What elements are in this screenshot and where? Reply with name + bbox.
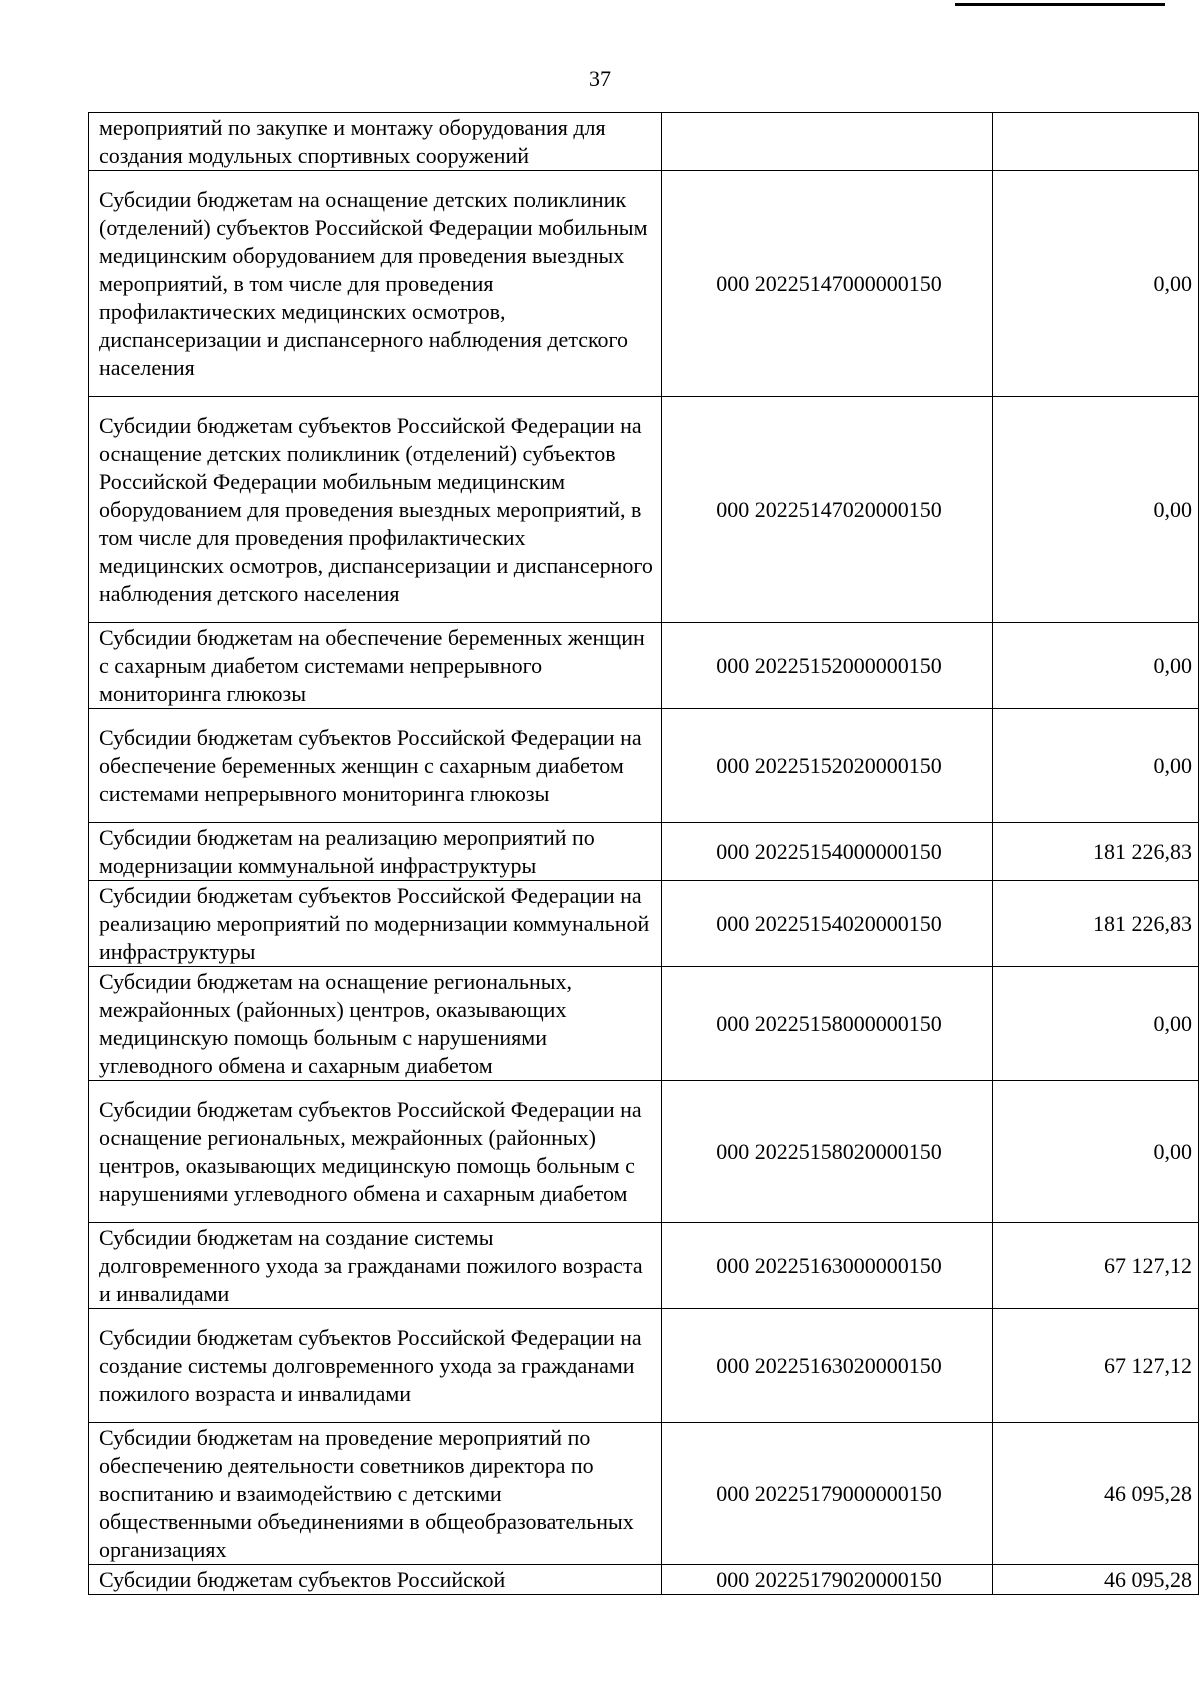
table-row <box>89 171 1199 397</box>
amount-cell: 0,00 <box>993 967 1199 1081</box>
budget-code-cell: 000 20225152020000150 <box>662 709 993 823</box>
amount-cell: 0,00 <box>993 171 1199 397</box>
income-name-cell: Субсидии бюджетам на обеспечение беременных женщин с сахарным диабетом системами непрерывного мониторинга глюкозы <box>89 623 662 709</box>
budget-code-cell: 000 20225147020000150 <box>662 397 993 623</box>
income-name-cell: Субсидии бюджетам субъектов Российской <box>89 1565 662 1595</box>
income-name-cell: Субсидии бюджетам на проведение мероприятий по обеспечению деятельности советников директора по воспитанию и взаимодействию с детскими общественными объединениями в общеобразовательных организациях <box>89 1423 662 1565</box>
budget-code-cell: 000 20225147000000150 <box>662 171 993 397</box>
table-row <box>89 397 1199 623</box>
table-row <box>89 823 1199 881</box>
table-row <box>89 1565 1199 1595</box>
table-row <box>89 881 1199 967</box>
income-name-cell: Субсидии бюджетам на оснащение региональных, межрайонных (районных) центров, оказывающих медицинскую помощь больным с нарушениями углеводного обмена и сахарным диабетом <box>89 967 662 1081</box>
table-row <box>89 1309 1199 1423</box>
income-name-cell: Субсидии бюджетам на оснащение детских поликлиник (отделений) субъектов Российской Федерации мобильным медицинским оборудованием для проведения выездных мероприятий, в том числе для проведения профилактических медицинских осмотров, диспансеризации и диспансерного наблюдения детского населения <box>89 171 662 397</box>
budget-code-cell: 000 20225158020000150 <box>662 1081 993 1223</box>
amount-cell: 0,00 <box>993 623 1199 709</box>
table-row <box>89 709 1199 823</box>
income-name-cell: Субсидии бюджетам субъектов Российской Федерации на создание системы долговременного ухода за гражданами пожилого возраста и инвалидами <box>89 1309 662 1423</box>
budget-code-cell: 000 20225154000000150 <box>662 823 993 881</box>
amount-cell: 67 127,12 <box>993 1309 1199 1423</box>
budget-revenue-table <box>88 112 1199 1595</box>
table-row <box>89 1223 1199 1309</box>
income-name-cell: Субсидии бюджетам субъектов Российской Федерации на оснащение детских поликлиник (отделений) субъектов Российской Федерации мобильным медицинским оборудованием для проведения выездных мероприятий, в том числе для проведения профилактических медицинских осмотров, диспансеризации и диспансерного наблюдения детского населения <box>89 397 662 623</box>
income-name-cell: Субсидии бюджетам субъектов Российской Федерации на реализацию мероприятий по модернизации коммунальной инфраструктуры <box>89 881 662 967</box>
amount-cell: 0,00 <box>993 1081 1199 1223</box>
amount-cell <box>993 113 1199 171</box>
table-row <box>89 113 1199 171</box>
amount-cell: 67 127,12 <box>993 1223 1199 1309</box>
table-row <box>89 1423 1199 1565</box>
page-number: 37 <box>589 66 611 91</box>
amount-cell: 181 226,83 <box>993 823 1199 881</box>
amount-cell: 46 095,28 <box>993 1423 1199 1565</box>
budget-code-cell: 000 20225163000000150 <box>662 1223 993 1309</box>
top-corner-rule <box>955 3 1165 6</box>
income-name-cell: Субсидии бюджетам субъектов Российской Федерации на обеспечение беременных женщин с сахарным диабетом системами непрерывного мониторинга глюкозы <box>89 709 662 823</box>
amount-cell: 0,00 <box>993 397 1199 623</box>
budget-code-cell: 000 20225158000000150 <box>662 967 993 1081</box>
budget-code-cell: 000 20225179020000150 <box>662 1565 993 1595</box>
table-body <box>89 113 1199 1595</box>
table-row <box>89 623 1199 709</box>
budget-code-cell: 000 20225163020000150 <box>662 1309 993 1423</box>
amount-cell: 0,00 <box>993 709 1199 823</box>
income-name-cell: Субсидии бюджетам субъектов Российской Федерации на оснащение региональных, межрайонных (районных) центров, оказывающих медицинскую помощь больным с нарушениями углеводного обмена и сахарным диабетом <box>89 1081 662 1223</box>
income-name-cell: Субсидии бюджетам на создание системы долговременного ухода за гражданами пожилого возраста и инвалидами <box>89 1223 662 1309</box>
income-name-cell: Субсидии бюджетам на реализацию мероприятий по модернизации коммунальной инфраструктуры <box>89 823 662 881</box>
table-row <box>89 967 1199 1081</box>
budget-code-cell: 000 20225179000000150 <box>662 1423 993 1565</box>
table-row <box>89 1081 1199 1223</box>
budget-code-cell: 000 20225154020000150 <box>662 881 993 967</box>
amount-cell: 181 226,83 <box>993 881 1199 967</box>
amount-cell: 46 095,28 <box>993 1565 1199 1595</box>
income-name-cell: мероприятий по закупке и монтажу оборудования для создания модульных спортивных сооружений <box>89 113 662 171</box>
budget-code-cell: 000 20225152000000150 <box>662 623 993 709</box>
budget-code-cell <box>662 113 993 171</box>
